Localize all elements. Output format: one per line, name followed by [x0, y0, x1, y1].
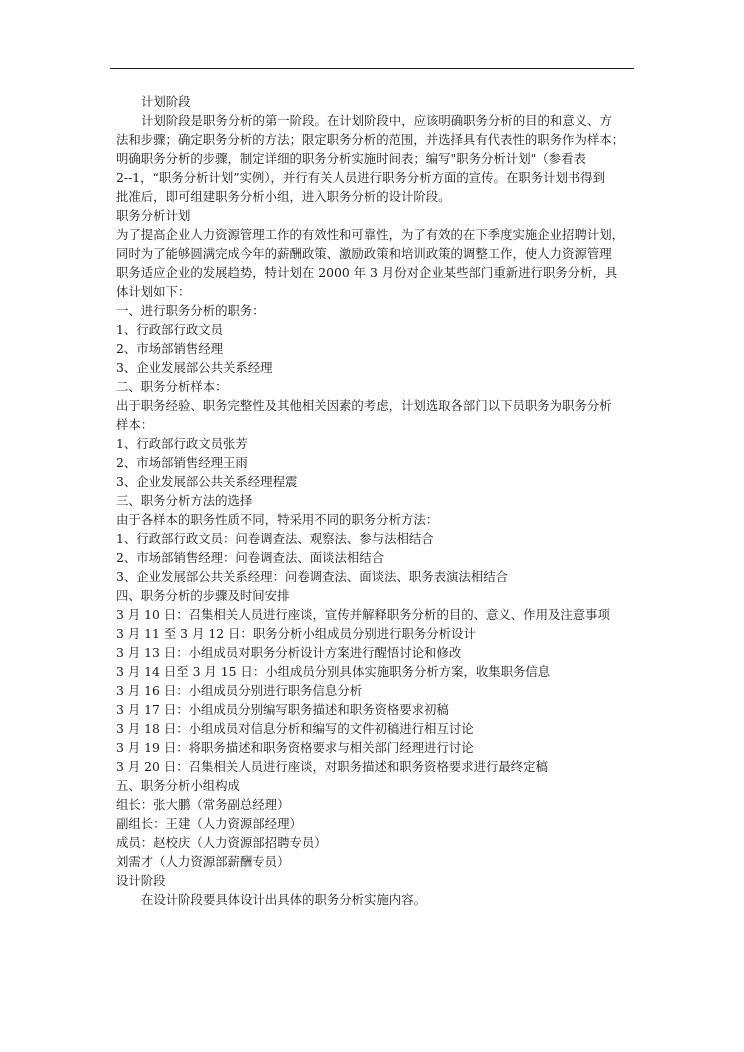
- document-line: 2、市场部销售经理：问卷调查法、面谈法相结合: [116, 550, 385, 565]
- document-line: 3 月 16 日：小组成员分别进行职务信息分析: [116, 683, 363, 698]
- document-line: 3 月 17 日：小组成员分别编写职务描述和职务资格要求初稿: [116, 702, 449, 717]
- document-body: [116, 92, 638, 909]
- document-line: 批准后，即可组建职务分析小组，进入职务分析的设计阶段。: [116, 189, 451, 204]
- document-line: 为了提高企业人力资源管理工作的有效性和可靠性，为了有效的在下季度实施企业招聘计划，: [116, 227, 625, 242]
- document-line: 3、企业发展部公共关系经理程震: [116, 474, 298, 489]
- document-line: 3 月 13 日：小组成员对职务分析设计方案进行醒悟讨论和修改: [116, 645, 462, 660]
- document-line: 明确职务分析的步骤，制定详细的职务分析实施时间表；编写"职务分析计划"（参看表: [116, 151, 586, 166]
- document-line: 计划阶段: [141, 94, 191, 109]
- document-line: 2--1，“职务分析计划”实例），并行有关人员进行职务分析方面的宣传。在职务计划书得到: [116, 170, 606, 185]
- document-line: 3 月 14 日至 3 月 15 日：小组成员分别具体实施职务分析方案，收集职务信息: [116, 664, 551, 679]
- document-line: 一、进行职务分析的职务：: [116, 303, 265, 318]
- document-line: 法和步骤；确定职务分析的方法；限定职务分析的范围，并选择具有代表性的职务作为样本；: [116, 132, 625, 147]
- document-line: 2、市场部销售经理王雨: [116, 455, 248, 470]
- document-line: 1、行政部行政文员：问卷调查法、观察法、参与法相结合: [116, 531, 434, 546]
- document-line: 二、职务分析样本：: [116, 379, 228, 394]
- document-line: 同时为了能够圆满完成今年的薪酬政策、激励政策和培训政策的调整工作，使人力资源管理: [116, 246, 612, 261]
- document-line: 体计划如下：: [116, 284, 191, 299]
- document-line: 样本：: [116, 417, 154, 432]
- document-line: 出于职务经验、职务完整性及其他相关因素的考虑，计划选取各部门以下员职务为职务分析: [116, 398, 612, 413]
- document-line: 成员：赵校庆（人力资源部招聘专员）: [116, 835, 327, 850]
- document-line: 1、行政部行政文员: [116, 322, 224, 337]
- document-line: 3 月 10 日：召集相关人员进行座谈，宣传并解释职务分析的目的、意义、作用及注意事项: [116, 607, 610, 622]
- document-line: 设计阶段: [116, 873, 166, 888]
- document-line: 由于各样本的职务性质不同，特采用不同的职务分析方法：: [116, 512, 439, 527]
- document-line: 3、企业发展部公共关系经理: [116, 360, 273, 375]
- document-line: 副组长：王建（人力资源部经理）: [116, 816, 302, 831]
- document-line: 3 月 19 日：将职务描述和职务资格要求与相关部门经理进行讨论: [116, 740, 474, 755]
- document-line: 组长：张大鹏（常务副总经理）: [116, 797, 290, 812]
- document-line: 3 月 18 日：小组成员对信息分析和编写的文件初稿进行相互讨论: [116, 721, 474, 736]
- document-line: 四、职务分析的步骤及时间安排: [116, 588, 290, 603]
- document-line: 刘需才（人力资源部薪酬专员）: [116, 854, 290, 869]
- document-line: 3、企业发展部公共关系经理：问卷调查法、面谈法、职务表演法相结合: [116, 569, 508, 584]
- document-line: 1、行政部行政文员张芳: [116, 436, 248, 451]
- document-line: 三、职务分析方法的选择: [116, 493, 253, 508]
- document-line: 职务分析计划: [116, 208, 191, 223]
- header-rule: [110, 68, 634, 69]
- document-line: 职务适应企业的发展趋势，特计划在 2000 年 3 月份对企业某些部门重新进行职务分析，具: [116, 265, 618, 280]
- document-line: 计划阶段是职务分析的第一阶段。在计划阶段中，应该明确职务分析的目的和意义、方: [141, 113, 612, 128]
- document-line: 2、市场部销售经理: [116, 341, 224, 356]
- document-line: 在设计阶段要具体设计出具体的职务分析实施内容。: [141, 892, 426, 907]
- document-line: 3 月 11 至 3 月 12 日：职务分析小组成员分别进行职务分析设计: [116, 626, 476, 641]
- document-line: 3 月 20 日：召集相关人员进行座谈，对职务描述和职务资格要求进行最终定稿: [116, 759, 548, 774]
- document-line: 五、职务分析小组构成: [116, 778, 240, 793]
